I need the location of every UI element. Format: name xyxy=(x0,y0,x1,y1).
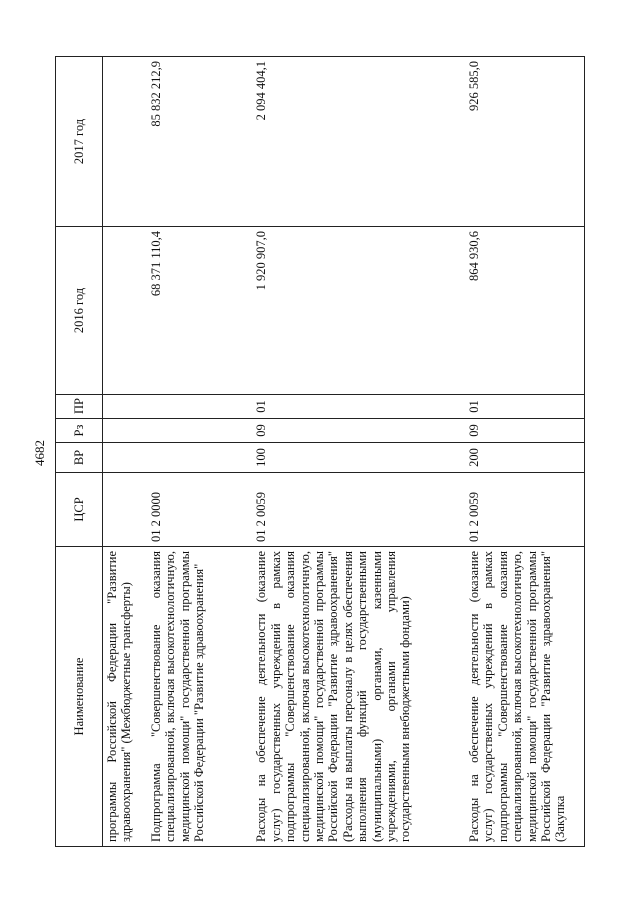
row-pr: 01 xyxy=(252,395,465,419)
table-row xyxy=(252,57,465,847)
row-name: Расходы на обеспечение деятельности (оказание услуг) государственных учреждений в рамках подпрограммы "Совершенствование оказания специализированной, включая высокотехнологичную, медицинской помощи" государственной программы Российской Федерации "Развитие здравоохранения" (Расходы на выплаты персоналу в целях обеспечения выполнения функций государственными (муниципальными) органами, казенными учреждениями, органами управления государственными внебюджетными фондами) xyxy=(252,547,465,847)
row-name: Расходы на обеспечение деятельности (оказание услуг) государственных учреждений в рамках подпрограммы "Совершенствование оказания специализированной, включая высокотехнологичную, медицинской помощи" государственной программы Российской Федерации "Развитие здравоохранения" (Закупка xyxy=(465,547,585,847)
row-csr: 01 2 0000 xyxy=(147,473,252,547)
header-name: Наименование xyxy=(56,547,103,847)
row-vr xyxy=(147,443,252,473)
header-rz: Рз xyxy=(56,419,103,443)
row-csr: 01 2 0059 xyxy=(465,473,585,547)
row-pr xyxy=(147,395,252,419)
row-csr xyxy=(103,473,148,547)
page-number xyxy=(30,440,50,466)
row-pr: 01 xyxy=(465,395,585,419)
header-vr: ВР xyxy=(56,443,103,473)
row-vr: 100 xyxy=(252,443,465,473)
header-2017: 2017 год xyxy=(56,57,103,227)
table-row xyxy=(147,57,252,847)
row-vr xyxy=(103,443,148,473)
row-name: программы Российской Федерации "Развитие здравоохранения" (Межбюджетные трансферты) xyxy=(103,547,148,847)
table-row xyxy=(103,57,148,847)
row-rz xyxy=(147,419,252,443)
header-2016: 2016 год xyxy=(56,227,103,395)
header-csr: ЦСР xyxy=(56,473,103,547)
row-rz: 09 xyxy=(252,419,465,443)
row-pr xyxy=(103,395,148,419)
row-2016 xyxy=(103,227,148,395)
table-row xyxy=(465,57,585,847)
table-header-row xyxy=(56,57,103,847)
row-2017: 926 585,0 xyxy=(465,57,585,227)
row-2017 xyxy=(103,57,148,227)
row-rz xyxy=(103,419,148,443)
row-name: Подпрограмма "Совершенствование оказания специализированной, включая высокотехнологичную, медицинской помощи" государственной программы Российской Федерации "Развитие здравоохранения" xyxy=(147,547,252,847)
rotated-page-content xyxy=(55,57,585,847)
row-2016: 864 930,6 xyxy=(465,227,585,395)
row-rz: 09 xyxy=(465,419,585,443)
row-vr: 200 xyxy=(465,443,585,473)
row-csr: 01 2 0059 xyxy=(252,473,465,547)
budget-table xyxy=(55,56,585,847)
row-2016: 68 371 110,4 xyxy=(147,227,252,395)
header-pr: ПР xyxy=(56,395,103,419)
row-2017: 85 832 212,9 xyxy=(147,57,252,227)
row-2017: 2 094 404,1 xyxy=(252,57,465,227)
page-number-text: 4682 xyxy=(32,440,47,466)
row-2016: 1 920 907,0 xyxy=(252,227,465,395)
